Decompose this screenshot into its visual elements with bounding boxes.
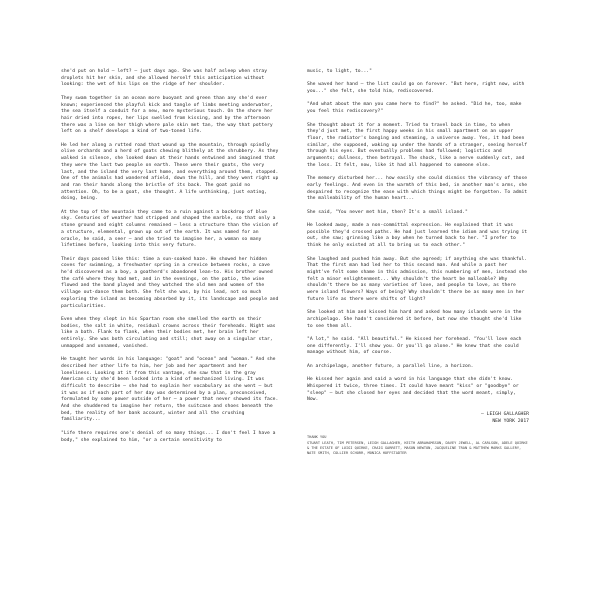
paragraph: She looked at him and kissed him hard and asked how many islands were in the archipelago. She hadn't considered it before, but now she thought she'd like to see them all. xyxy=(307,310,522,329)
paragraph: An archipelago, another future, a parallel line, a horizon. xyxy=(307,363,474,369)
paragraph: He kissed her again and said a word in his language that she didn't know. Whispered it twice, three times. It could have meant "kiss" or "goodbye" or "sleep" — but she closed her eyes and decided that the word meant, simply, Now. xyxy=(307,377,519,403)
paragraph: "A lot," he said. "All beautiful." He kissed her forehead. "You'll love each one differently. I'll show you. Or you'll go alone." He knew that she could manage without him, of course. xyxy=(307,336,522,356)
right-text-column xyxy=(307,69,529,456)
paragraph: She waved her hand — the list could go on forever. "But here, right now, with you..." she felt, she told him, rediscovered. xyxy=(307,82,525,95)
left-text-column xyxy=(61,69,279,451)
acknowledgements xyxy=(307,435,529,456)
paragraph: She laughed and pushed him away. But she agreed; if anything she was thankful. That the first man had led her to this second man. And while a past her might've felt some shame in this admission, this numbering of men, instead she felt a minor enlightenment... Why shouldn't the heart be malleable? Why shouldn't there be as many varieties of love, and people to love, as there were island flowers? Ways of being? Why shouldn't there be as many men in her future life as there were shifts of light? xyxy=(307,256,528,302)
paragraph: Even when they slept in his Spartan room she smelled the earth on their bodies, the salt in white, residual crowns across their foreheads. Night was like a bath. Flank to flank, when their bodies met, her brain left her entirely. She was both circulating and still; shot away on a singular star, unmapped and unnamed, vanished. xyxy=(61,316,276,349)
paragraph: He looked away, made a non-committal expression. He explained that it was possible they'd crossed paths. He had just learned the idiom and was trying it out, she saw; grinning like a boy when he turned back to her. "I prefer to think he only existed at all to bring us to each other." xyxy=(307,223,528,249)
paragraph: Their days passed like this: time a sun-soaked haze. He showed her hidden coves for swimming, a freshwater spring in a crevice between rocks, a cave he'd discovered as a boy, a goatherd's abandoned lean-to. His brother owned the café where they had met, and in the evenings, on the patio, the wine flowed and the band played and they watched the old men and women of the village out-dance them both. She felt she was, by his lead, not so much exploring the island as becoming absorbed by it, its landscape and people and particularities. xyxy=(61,256,279,309)
paragraph: "And what about the man you came here to find?" he asked. "Did he, too, make you feel this rediscovery?" xyxy=(307,102,522,115)
paragraph: she'd put on hold — left? — just days ago. She was half asleep when stray droplets hit her skin, and she allowed herself this anticipation without looking: the wet of his lips on the ridge of her shoulder. xyxy=(61,69,268,88)
paragraph: She said, "You never met him, then? It's a small island." xyxy=(307,209,468,215)
paragraph: "Life there requires one's denial of so many things... I don't feel I have a body," she explained to him, "or a certain sensitivity to xyxy=(61,430,276,443)
paragraph: music, to light, to..." xyxy=(307,69,372,74)
place-date: NEW YORK 2017 xyxy=(492,418,529,424)
thanks-heading: THANK YOU xyxy=(307,435,327,440)
paragraph: He led her along a rutted road that wound up the mountain, through spindly olive orchards and a herd of goats chewing blithely at the shrubbery. As they walked in silence, she looked down at their hands entwined and imagined that they were the last two people on earth. These were their goats, the very last, and the island the very last home, and everything around them, stopped. One of the animals had wandered afield, down the hill, and they went right up and ran their hands along the bristle of its back. The goat paid no attention. Oh, to be a goat, she thought. A life unthinking, just eating, doing, being. xyxy=(61,142,279,202)
author-signature: — LEIGH GALLAGHER xyxy=(481,411,529,417)
paragraph: At the top of the mountain they came to a ruin against a backdrop of blue sky. Centuries of weather had stripped and shaped the marble, so that only a stone ground and eight columns remained — less a structure than the vision of a structure, elemental, grown up out of the earth. It was named for an oracle, he said, a seer — and she tried to imagine her, a woman so many lifetimes before, looking into this very future. xyxy=(61,209,279,249)
paragraph: They swam together in an ocean more buoyant and green than any she'd ever known; experienced the playful kick and tangle of limbs meeting underwater, the sea itself a conduit for a new, more mysterious touch. On the shore her hair dried into ropes, her lips swelled from kissing, and by the afternoon there was a line on her thigh where pale skin met tan, the way that pottery left on a shelf develops a kind of two-toned life. xyxy=(61,95,273,135)
thanks-names: STUART LEATH, TIM PETERSEN, LEIGH GALLAGHER, KEITH ABRAHAMSSON, DAVEY JEWELL, AL CARLSON, ADELE QUIRKE & THE ESTATE OF LUIGI QUIRKE, CRAIG GARRETT, MASON NEWTON, JACQUELINE TRAN & MATTHEW MARKS GALLERY, NATE SMITH, COLLIER SCHORR, MONICA HOFFSTADTER xyxy=(307,440,528,455)
signature-block xyxy=(307,412,529,425)
paragraph: The memory disturbed her... how easily she could dismiss the vibrancy of those early feelings. And even in the warmth of this bed, in another man's arms, she despaired to recognize the ease with which things might be forgotten. To admit the malleability of the human heart... xyxy=(307,176,528,202)
paragraph: She thought about it for a moment. Tried to travel back in time, to when they'd just met, the first happy weeks in his small apartment on an upper floor, the radiator's banging and steaming, a universe away. Yes, it had been similar, she supposed, waking up under the hands of a stranger, seeing herself through his eyes. But eventually problems had followed; logistics and arguments; dullness, then betrayal. The shock, like a nerve suddenly cut, and the loss. It felt, now, like it had all happened to someone else. xyxy=(307,122,528,168)
paragraph: He taught her words in his language: "goat" and "ocean" and "woman." And she described her other life to him, her job and her apartment and her loneliness. Looking at it from this vantage, she saw that in the gray American city she'd been locked into a kind of mechanized living. It was difficult to describe — she had to explain her vocabulary as she went — but it was as if each part of her day was determined by a plan, preconceived, formulated by some power outside of her — a power that never showed its face. And she shuddered to imagine her return, the suitcase and shoes beneath the bed, the reality of her bank account, winter and all the crushing familiarity... xyxy=(61,357,279,423)
